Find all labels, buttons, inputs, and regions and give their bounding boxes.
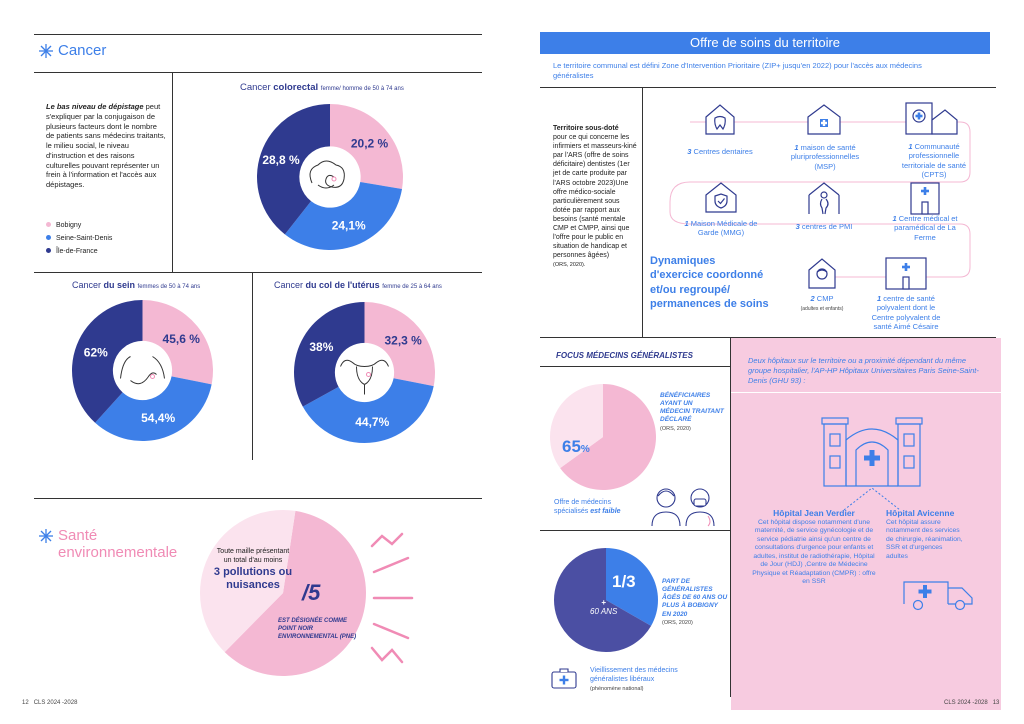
pne-text: EST DÉSIGNÉE COMME POINT NOIR ENVIRONNEMENTAL (PNE) [278, 618, 357, 640]
data-label: 24,1% [331, 218, 366, 233]
cancer-title: Cancer [58, 42, 107, 59]
colorectal-donut [255, 102, 405, 252]
cancer-legend [46, 219, 112, 258]
structure-label: 3 Centres dentaires [687, 147, 753, 156]
legend-item: Seine-Saint-Denis [46, 232, 112, 245]
dental-icon [703, 102, 737, 136]
offre-subtitle: Le territoire communal est défini Zone d'Intervention Prioritaire (ZIP+ jusqu'en 2022) pour l'accès aux médecins généralistes [553, 61, 922, 80]
structure-label: 1 maison de santé pluriprofessionnelles (MSP) [790, 143, 860, 171]
doctors-icon [646, 484, 720, 528]
ans-value: + 60 ANS [590, 598, 618, 616]
pmi-icon [806, 180, 842, 216]
data-label: 32,3 % [384, 333, 422, 348]
uterus-donut [292, 300, 437, 445]
vieillissement-text: Vieillissement des médecins généralistes libéraux (phénomène national) [590, 667, 678, 693]
data-label: 44,7% [355, 414, 390, 429]
pne-left-text: Toute maille présentant un total d'au moins 3 pollutions ou nuisances [213, 548, 293, 592]
uterus-icon [341, 360, 389, 394]
data-label: 45,6 % [162, 331, 200, 346]
pne-big: /5 [302, 580, 321, 605]
dynamiques-text: Dynamiques d'exercice coordonné et/ou regroupé/ permanences de soins [650, 255, 769, 310]
colorectal-title: Cancer colorectal femme/ homme de 50 à 74 ans [240, 82, 404, 93]
data-label: 20,2 % [350, 136, 389, 151]
footer-left: 12 CLS 2024 -2028 [22, 700, 78, 706]
medical-bag-icon [550, 666, 578, 690]
centre-sante-icon [883, 255, 929, 291]
structure-label: 2 CMP (adultes et enfants) [800, 294, 844, 313]
asterisk-icon [38, 43, 54, 59]
sein-title: Cancer du sein femmes de 50 à 74 ans [72, 280, 201, 290]
hospital-icon [820, 410, 924, 488]
data-label: 62% [83, 345, 108, 360]
third-value: 1/3 [612, 572, 636, 591]
structure-label: 1 Maison Médicale de Garde (MMG) [684, 219, 758, 238]
uterus-title: Cancer du col de l'utérus femme de 25 à 64 ans [274, 280, 442, 290]
msp-icon [805, 102, 843, 136]
sein-donut [70, 298, 215, 443]
env-section-title: Santé environnementale [38, 527, 177, 561]
cancer-intro: Le bas niveau de dépistage peut s'expliquer par la conjugaison de plusieurs facteurs dont le nombre de patients sans médecins traitants, le milieu social, le niveau d'instruction et des raisons culturelles pouvant représenter un frein à l'information et l'accès aux dépistages. [46, 102, 166, 189]
decorative-rays [366, 528, 426, 668]
footer-right: CLS 2024 -2028 13 [944, 700, 1000, 706]
structure-label: 1 Communauté professionnelle territoriale de santé (CPTS) [901, 142, 967, 180]
part-text: PART DE GÉNÉRALISTES ÂGÉS DE 60 ANS OU PLUS À BOBIGNY EN 2020 (ORS, 2020) [662, 578, 728, 626]
cmp-icon [806, 256, 838, 290]
benef-text: BÉNÉFICIAIRES AYANT UN MÉDECIN TRAITANT DÉCLARÉ (ORS, 2020) [660, 392, 724, 432]
offre-title-bar: Offre de soins du territoire [540, 32, 990, 54]
offre-spec: Offre de médecins spécialisés est faible [554, 499, 621, 516]
avicenne-block: Hôpital Avicenne Cet hôpital assure notamment des services de chirurgie, réanimation, SSR et d'urgences adultes [886, 508, 963, 560]
legend-item: Bobigny [46, 219, 112, 232]
focus-title: FOCUS MÉDECINS GÉNÉRALISTES [556, 351, 693, 360]
centre-medical-icon [908, 180, 942, 216]
structure-label: 1 Centre médical et paramédical de La Ferme [892, 214, 958, 242]
intestine-icon [310, 161, 344, 188]
hopitaux-intro: Deux hôpitaux sur le territoire ou a proximité dépendant du même groupe hospitalier, l'AP-HP Hôpitaux Universitaires Paris Seine-Saint-Denis (GHU 93) : [748, 356, 979, 385]
cancer-section-title [38, 42, 106, 59]
verdier-block: Hôpital Jean Verdier Cet hôpital dispose notamment d'une maternité, de service gynécologie et de service pédiatrie ainsi qu'un centre de consultations d'urgence pour enfants et adultes, institut de radiothérapie, Hôpital de Jour (HDJ) ,Centre de Médecine Physique et Réadaptation (CMPR) : offre en SSR [752, 508, 876, 586]
cpts-icon [903, 100, 959, 136]
data-label: 54,4% [141, 411, 176, 426]
ambulance-icon [900, 574, 976, 612]
mmg-icon [703, 180, 739, 214]
structure-label: 1 centre de santé polyvalent dont le Centre polyvalent de santé Aimé Césaire [871, 294, 941, 332]
benef-pct: 65% [562, 437, 590, 456]
pne-pie [198, 508, 368, 678]
breast-icon [121, 357, 165, 384]
sous-dote-text: Territoire sous-doté pour ce qui concerne les infirmiers et masseurs-kiné par l'ARS (offre de soins déficitaire) dentistes (1er jet de carte produite par l'ARS octobre 2023)Une offre médico-sociale particulièrement sous dotée par rapport aux besoins (santé mentale CMP et CMPP, ainsi que l'offre pour le public en situation de handicap et personnes âgées) (ORS, 2020). [553, 125, 637, 269]
asterisk-icon [38, 528, 54, 544]
structure-label: 3 centres de PMI [795, 222, 853, 231]
data-label: 38% [309, 340, 334, 355]
data-label: 28,8 % [262, 153, 300, 168]
legend-item: Île-de-France [46, 245, 112, 258]
slice-ile-de-france [294, 302, 365, 407]
